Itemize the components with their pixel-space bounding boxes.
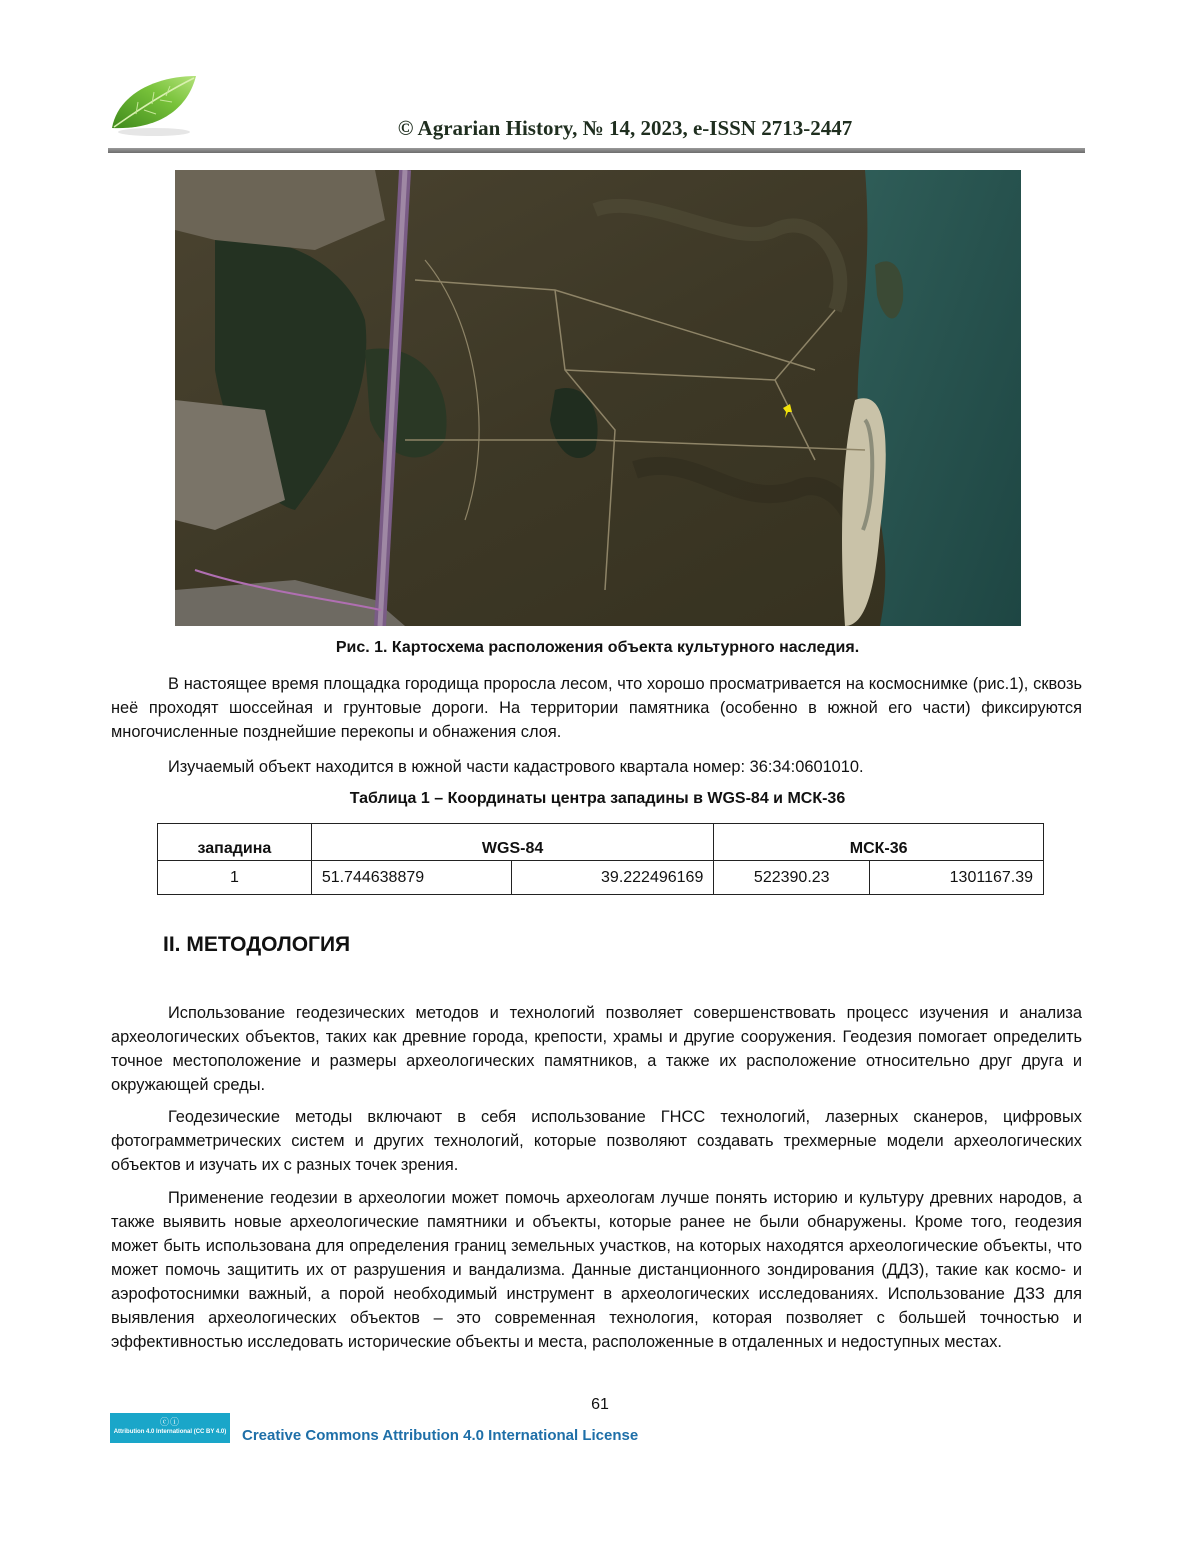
methodology-paragraph-3-text: Применение геодезии в археологии может помочь археологам лучше понять историю и культуру древних народов, а также выявить новые археологические памятники и объекты, которые ранее не были обнаружены. Кроме того, геодезия может быть использована для определения границ земельных участков, на которых находятся археологические объекты, что может помочь защитить их от разрушения и вандализма. Данные дистанционного зондирования (ДДЗ), такие как космо- и аэрофотоснимки важный, а порой необходимый инструмент в археологических исследованиях. Использование ДЗЗ для выявления археологических объектов – это современная технология, которая позволяет с большей точностью и эффективностью исследовать исторические объекты и места, расположенные в отдаленных и недоступных местах. — [111, 1189, 1082, 1351]
satellite-map-figure — [175, 170, 1021, 626]
table-header-row — [158, 824, 1044, 861]
cell-msk36-x: 522390.23 — [714, 861, 870, 895]
cc-license-badge[interactable] — [110, 1413, 230, 1443]
license-link[interactable]: Creative Commons Attribution 4.0 International License — [242, 1427, 639, 1444]
col-header-zapadina: западина — [158, 824, 312, 861]
cell-msk36-y: 1301167.39 — [870, 861, 1044, 895]
header-divider — [108, 148, 1085, 153]
figure-caption: Рис. 1. Картосхема расположения объекта культурного наследия. — [335, 639, 860, 656]
journal-header-title: © Agrarian History, № 14, 2023, e-ISSN 2713-2447 — [397, 116, 853, 140]
methodology-paragraph-1 — [111, 1001, 1082, 1097]
cc-badge-text: Attribution 4.0 International (CC BY 4.0) — [113, 1429, 227, 1435]
col-header-wgs84: WGS-84 — [311, 824, 714, 861]
methodology-paragraph-3 — [111, 1186, 1082, 1354]
cell-id: 1 — [158, 861, 312, 895]
cadastral-paragraph — [111, 755, 1082, 779]
table-row — [158, 861, 1044, 895]
cell-wgs84-lon: 39.222496169 — [511, 861, 714, 895]
methodology-paragraph-2-text: Геодезические методы включают в себя использование ГНСС технологий, лазерных сканеров, цифровых фотограмметрических систем и других технологий, которые позволяют создавать трехмерные модели археологических объектов и изучать их с разных точек зрения. — [111, 1108, 1082, 1174]
page-number: 61 — [591, 1396, 609, 1413]
cell-wgs84-lat: 51.744638879 — [311, 861, 511, 895]
intro-paragraph-text: В настоящее время площадка городища проросла лесом, что хорошо просматривается на космоснимке (рис.1), сквозь неё проходят шоссейная и грунтовые дороги. На территории памятника (особенно в южной его части) фиксируются многочисленные позднейшие перекопы и обнажения слоя. — [111, 675, 1082, 741]
col-header-msk36: МСК-36 — [714, 824, 1044, 861]
cc-by-icon: ⓒⓘ — [159, 1417, 180, 1427]
table-title: Таблица 1 – Координаты центра западины в WGS-84 и МСК-36 — [349, 790, 846, 807]
intro-paragraph — [111, 672, 1082, 744]
methodology-paragraph-1-text: Использование геодезических методов и технологий позволяет совершенствовать процесс изучения и анализа археологических объектов, таких как древние города, крепости, храмы и другие сооружения. Геодезия помогает определить точное местоположение и размеры археологических памятников, а также их расположение относительно друг друга и окружающей среды. — [111, 1004, 1082, 1094]
methodology-paragraph-2 — [111, 1105, 1082, 1177]
cadastral-paragraph-text: Изучаемый объект находится в южной части кадастрового квартала номер: 36:34:0601010. — [168, 758, 864, 776]
section-title: II. МЕТОДОЛОГИЯ — [163, 933, 351, 956]
coordinates-table — [157, 823, 1044, 895]
